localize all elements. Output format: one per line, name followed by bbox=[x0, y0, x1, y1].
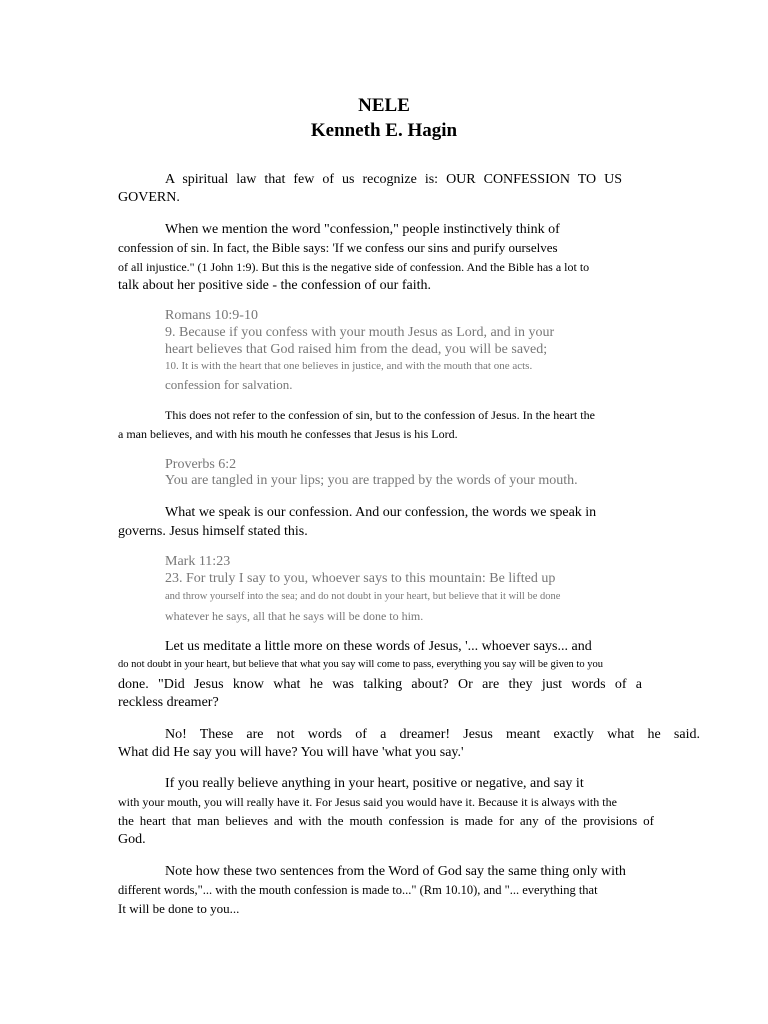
paragraph-line: What did He say you will have? You will have 'what you say.' bbox=[118, 745, 464, 760]
paragraph-line: confession of sin. In fact, the Bible says: 'If we confess our sins and purify ourselves bbox=[118, 240, 558, 255]
document-title: NELE bbox=[358, 95, 410, 116]
document-author: Kenneth E. Hagin bbox=[310, 120, 458, 141]
paragraph-line: do not doubt in your heart, but believe that what you say will come to pass, everything you say will be given to you bbox=[118, 659, 603, 670]
paragraph-line: No! These are not words of a dreamer! Jesus meant exactly what he said. bbox=[165, 727, 700, 742]
paragraph-line: governs. Jesus himself stated this. bbox=[118, 524, 308, 539]
paragraph-line: A spiritual law that few of us recognize is: OUR CONFESSION TO US bbox=[165, 172, 622, 187]
scripture-line: and throw yourself into the sea; and do not doubt in your heart, but believe that it will be done bbox=[165, 591, 561, 602]
scripture-line: whatever he says, all that he says will be done to him. bbox=[165, 609, 424, 623]
scripture-line: confession for salvation. bbox=[165, 377, 293, 392]
scripture-line: heart believes that God raised him from the dead, you will be saved; bbox=[165, 342, 548, 357]
paragraph-line: God. bbox=[118, 832, 146, 847]
paragraph-line: done. "Did Jesus know what he was talking about? Or are they just words of a bbox=[118, 677, 642, 692]
paragraph-line: a man believes, and with his mouth he confesses that Jesus is his Lord. bbox=[118, 427, 458, 441]
scripture-line: You are tangled in your lips; you are trapped by the words of your mouth. bbox=[165, 473, 578, 488]
paragraph-line: reckless dreamer? bbox=[118, 695, 219, 710]
scripture-line: 23. For truly I say to you, whoever says to this mountain: Be lifted up bbox=[165, 571, 556, 586]
paragraph-line: This does not refer to the confession of sin, but to the confession of Jesus. In the heart the bbox=[165, 408, 595, 422]
paragraph-line: What we speak is our confession. And our confession, the words we speak in bbox=[165, 505, 597, 520]
paragraph-line: with your mouth, you will really have it. For Jesus said you would have it. Because it is always with the bbox=[118, 795, 617, 809]
paragraph-line: It will be done to you... bbox=[118, 901, 240, 916]
paragraph-line: different words,"... with the mouth confession is made to..." (Rm 10.10), and "... everything that bbox=[118, 883, 598, 897]
scripture-reference: Romans 10:9-10 bbox=[165, 308, 258, 323]
scripture-line: 10. It is with the heart that one believes in justice, and with the mouth that one acts. bbox=[165, 360, 533, 372]
paragraph-line: the heart that man believes and with the mouth confession is made for any of the provisions of bbox=[118, 813, 654, 828]
paragraph-line: GOVERN. bbox=[118, 190, 180, 205]
scripture-reference: Proverbs 6:2 bbox=[165, 457, 237, 472]
paragraph-line: When we mention the word "confession," people instinctively think of bbox=[165, 222, 560, 237]
paragraph-line: of all injustice." (1 John 1:9). But this is the negative side of confession. And the Bible has a lot to bbox=[118, 260, 590, 274]
paragraph-line: If you really believe anything in your heart, positive or negative, and say it bbox=[165, 776, 584, 791]
paragraph-line: talk about her positive side - the confession of our faith. bbox=[118, 278, 431, 293]
scripture-reference: Mark 11:23 bbox=[165, 554, 231, 569]
paragraph-line: Note how these two sentences from the Word of God say the same thing only with bbox=[165, 864, 626, 879]
scripture-line: 9. Because if you confess with your mouth Jesus as Lord, and in your bbox=[165, 325, 555, 340]
paragraph-line: Let us meditate a little more on these words of Jesus, '... whoever says... and bbox=[165, 639, 592, 654]
